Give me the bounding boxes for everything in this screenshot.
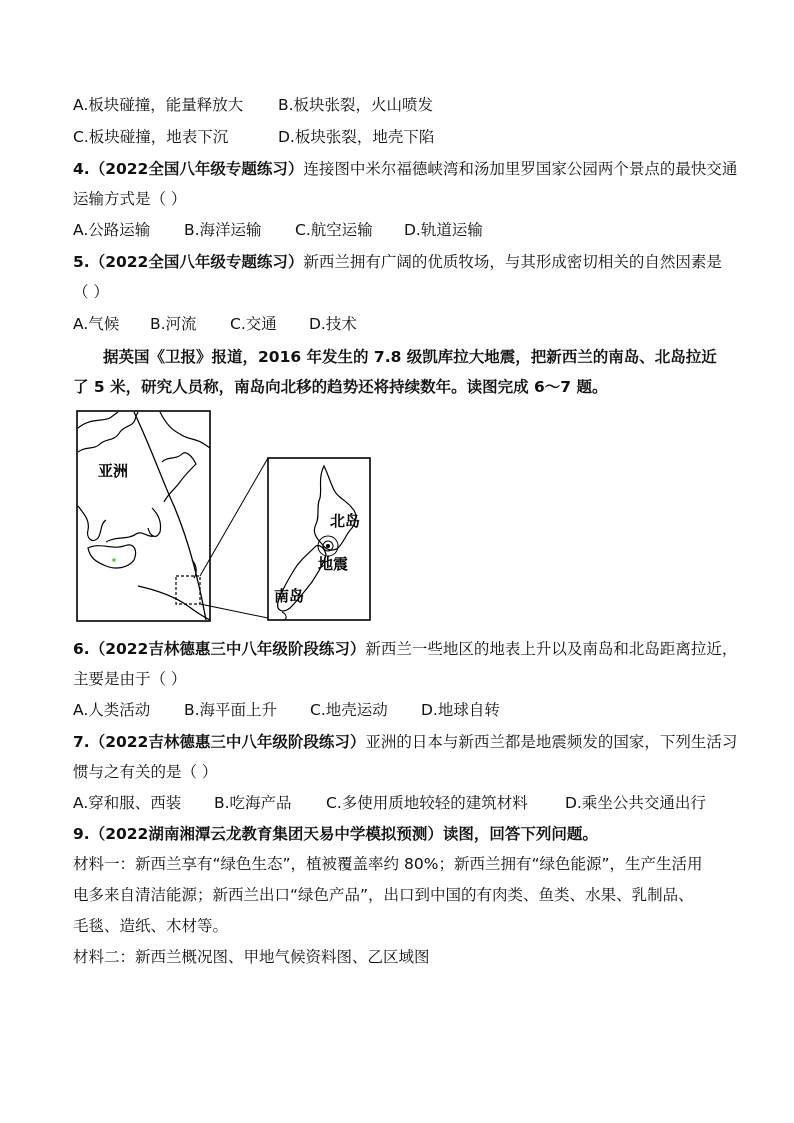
q6-option-a: A.人类活动 [73,701,151,719]
passage-line1: 据英国《卫报》报道，2016 年发生的 7.8 级凯库拉大地震，把新西兰的南岛、北岛拉近 [103,348,717,366]
q7-option-a: A.穿和服、西装 [73,794,182,812]
passage-line2: 了 5 米，研究人员称，南岛向北移的趋势还将持续数年。读图完成 6～7 题。 [73,378,608,396]
q4-option-c: C.航空运输 [295,221,373,239]
q5-option-d: D.技术 [309,315,357,333]
q6-text: 新西兰一些地区的地表上升以及南岛和北岛距离拉近， [365,640,738,658]
q5-option-b: B.河流 [150,315,197,333]
label-asia: 亚洲 [98,462,129,480]
q6-option-c: C.地壳运动 [310,701,388,719]
q5-option-a: A.气候 [73,315,120,333]
q3-option-c: C.板块碰撞，地表下沉 [73,128,229,146]
q6-option-b: B.海平面上升 [184,701,278,719]
q5-option-c: C.交通 [230,315,277,333]
q7-option-c: C.多使用质地较轻的建筑材料 [326,794,528,812]
q3-option-a: A.板块碰撞，能量释放大 [73,96,244,114]
q6-stem-line1 [73,638,737,660]
q4-stem-line1 [73,158,737,180]
q9-material1-line1: 材料一：新西兰享有“绿色生态”，植被覆盖率约 80%；新西兰拥有“绿色能源”，生产生活用 [73,855,703,873]
q6-source: （2022吉林德惠三中八年级阶段练习） [89,640,366,658]
q6-option-d: D.地球自转 [421,701,500,719]
q3-option-d: D.板块张裂，地壳下陷 [278,128,435,146]
q5-text: 新西兰拥有广阔的优质牧场，与其形成密切相关的自然因素是 [303,253,722,271]
q6-number: 6. [73,640,90,658]
label-earthquake: 地震 [318,555,349,573]
world-map-frame [77,411,210,621]
green-marker [112,558,116,562]
q4-option-b: B.海洋运输 [184,221,262,239]
q5-source: （2022全国八年级专题练习） [89,253,304,271]
label-south-island: 南岛 [274,587,305,605]
q4-number: 4. [73,160,90,178]
q5-stem-line1 [73,251,722,273]
q5-stem-line2: （ ） [73,283,109,301]
q3-option-b: B.板块张裂，火山喷发 [278,96,434,114]
q7-number: 7. [73,733,90,751]
q4-option-d: D.轨道运输 [404,221,483,239]
q9-text: 读图，回答下列问题。 [442,825,598,843]
q4-option-a: A.公路运输 [73,221,151,239]
q7-option-b: B.吃海产品 [214,794,292,812]
q4-source: （2022全国八年级专题练习） [89,160,304,178]
q7-source: （2022吉林德惠三中八年级阶段练习） [89,733,366,751]
q5-number: 5. [73,253,90,271]
q9-number: 9. [73,825,90,843]
q7-text: 亚洲的日本与新西兰都是地震频发的国家，下列生活习 [365,733,738,751]
q4-stem-line2: 运输方式是（ ） [73,190,187,208]
label-north-island: 北岛 [330,512,361,530]
new-zealand-map-figure [76,410,616,628]
q9-material1-line3: 毛毯、造纸、木材等。 [73,917,229,935]
q9-source: （2022湖南湘潭云龙教育集团天易中学模拟预测） [89,825,443,843]
q4-text: 连接图中米尔福德峡湾和汤加里罗国家公园两个景点的最快交通 [303,160,738,178]
q9-stem-line1 [73,823,598,845]
q6-stem-line2: 主要是由于（ ） [73,670,187,688]
quake-epicenter [326,544,330,548]
q7-stem-line1 [73,731,737,753]
q7-option-d: D.乘坐公共交通出行 [565,794,706,812]
q9-material1-line2: 电多来自清洁能源；新西兰出口“绿色产品”，出口到中国的有肉类、鱼类、水果、乳制品、 [73,886,694,904]
q9-material2: 材料二：新西兰概况图、甲地气候资料图、乙区域图 [73,948,430,966]
q7-stem-line2: 惯与之有关的是（ ） [73,763,218,781]
